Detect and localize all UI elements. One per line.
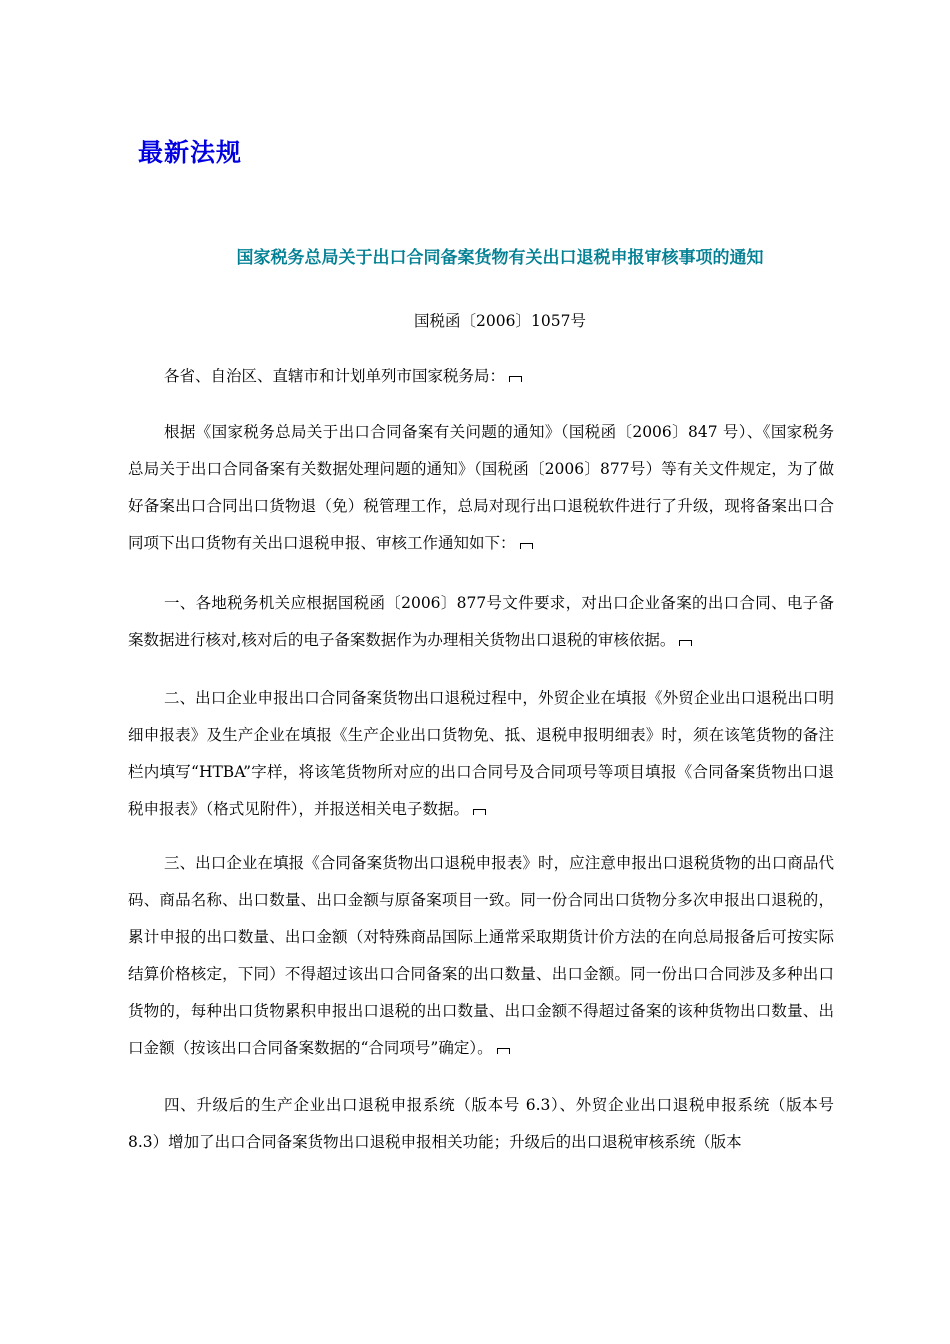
paragraph-item-3	[128, 845, 834, 1067]
paragraph-text: 一、各地税务机关应根据国税函〔2006〕877号文件要求，对出口企业备案的出口合同、电子备案数据进行核对,核对后的电子备案数据作为办理相关货物出口退税的审核依据。	[128, 594, 834, 649]
paragraph-intro	[128, 414, 834, 562]
paragraph-text: 三、出口企业在填报《合同备案货物出口退税申报表》时，应注意申报出口退税货物的出口商品代码、商品名称、出口数量、出口金额与原备案项目一致。同一份合同出口货物分多次申报出口退税的，累计申报的出口数量、出口金额（对特殊商品国际上通常采取期货计价方法的在向总局报备后可按实际结算价格核定，下同）不得超过该出口合同备案的出口数量、出口金额。同一份出口合同涉及多种出口货物的，每种出口货物累积申报出口退税的出口数量、出口金额不得超过备案的该种货物出口数量、出口金额（按该出口合同备案数据的“合同项号”确定）。	[128, 854, 834, 1057]
paragraph-mark-icon	[520, 543, 533, 549]
paragraph-mark-icon	[679, 640, 692, 646]
paragraph-mark-icon	[497, 1048, 510, 1054]
salutation	[128, 358, 834, 395]
paragraph-mark-icon	[473, 809, 486, 815]
paragraph-text: 根据《国家税务总局关于出口合同备案有关问题的通知》（国税函〔2006〕847 号）、《国家税务总局关于出口合同备案有关数据处理问题的通知》（国税函〔2006〕877号）等有关文件规定，为了做好备案出口合同出口货物退（免）税管理工作，总局对现行出口退税软件进行了升级，现将备案出口合同项下出口货物有关出口退税申报、审核工作通知如下：	[128, 423, 834, 552]
document-number: 国税函〔2006〕1057号	[414, 312, 586, 330]
document-title: 国家税务总局关于出口合同备案货物有关出口退税申报审核事项的通知	[236, 248, 764, 268]
salutation-text: 各省、自治区、直辖市和计划单列市国家税务局：	[164, 367, 506, 385]
paragraph-text: 四、升级后的生产企业出口退税申报系统（版本号 6.3）、外贸企业出口退税申报系统（版本号8.3）增加了出口合同备案货物出口退税申报相关功能；升级后的出口退税审核系统（版本	[128, 1096, 834, 1151]
paragraph-item-2	[128, 680, 834, 828]
section-title: 最新法规	[138, 138, 243, 167]
paragraph-item-1	[128, 585, 834, 659]
paragraph-item-4	[128, 1087, 834, 1161]
paragraph-text: 二、出口企业申报出口合同备案货物出口退税过程中，外贸企业在填报《外贸企业出口退税出口明细申报表》及生产企业在填报《生产企业出口货物免、抵、退税申报明细表》时，须在该笔货物的备注栏内填写“HTBA”字样，将该笔货物所对应的出口合同号及合同项号等项目填报《合同备案货物出口退税申报表》（格式见附件），并报送相关电子数据。	[128, 689, 834, 818]
paragraph-mark-icon	[509, 376, 522, 382]
